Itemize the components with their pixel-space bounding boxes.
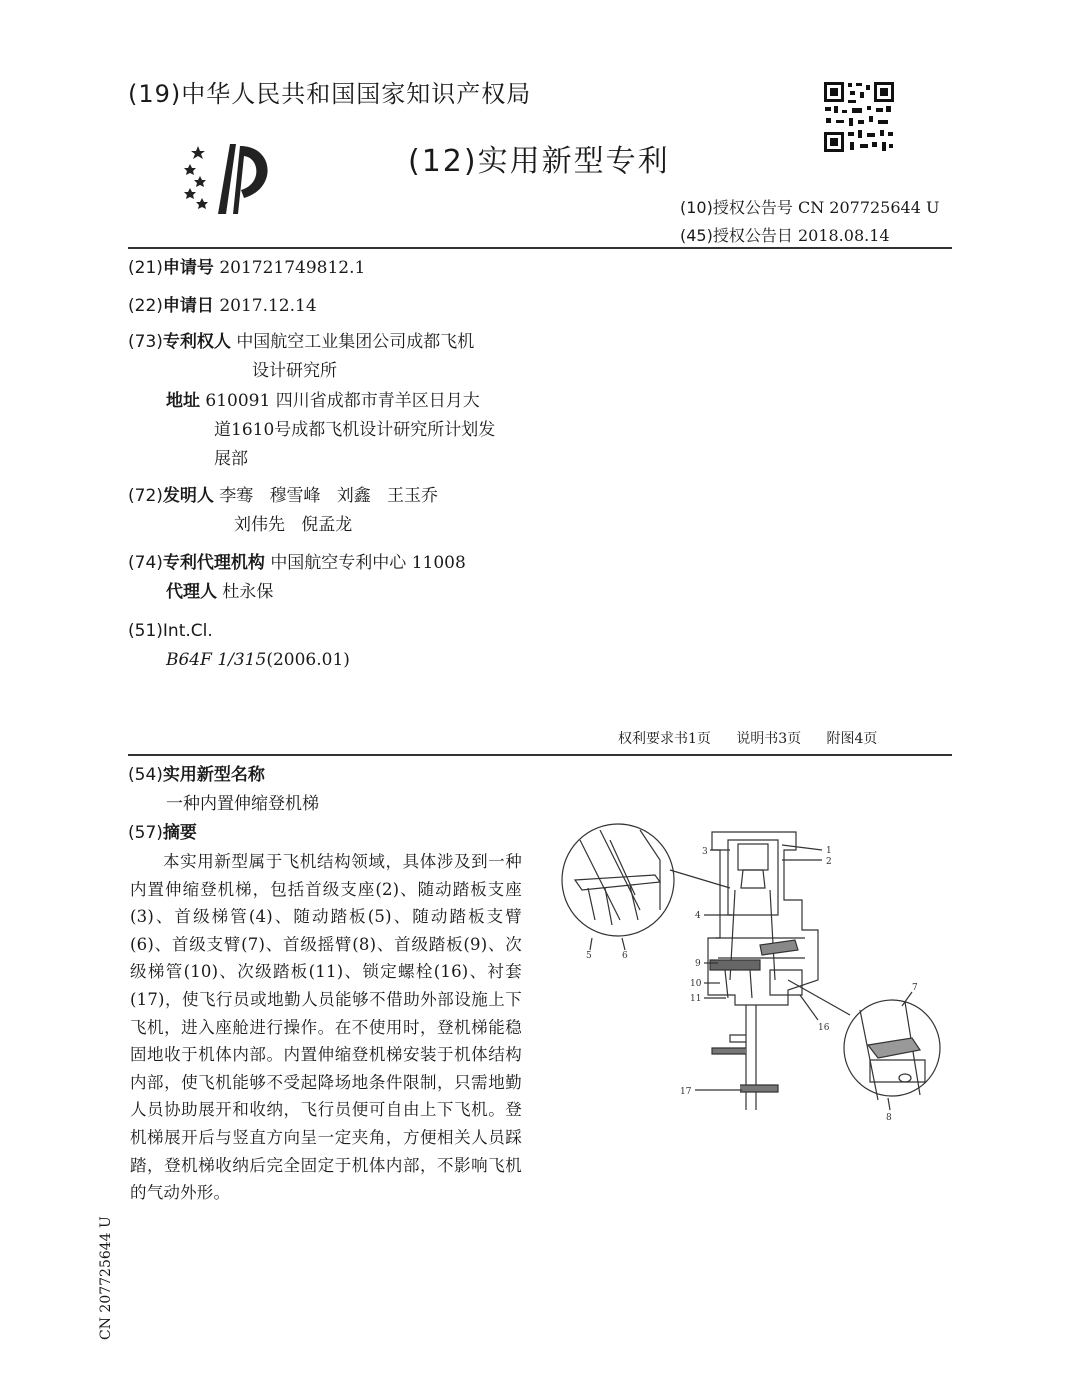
- figure-label-11: 11: [690, 994, 702, 1004]
- utility-model-title: 一种内置伸缩登机梯: [166, 794, 319, 814]
- publication-number: [680, 195, 939, 218]
- field-label: 实用新型名称: [162, 765, 265, 785]
- agent: [166, 578, 273, 607]
- figure-label-9: 9: [695, 959, 701, 969]
- publication-number-label: (10)授权公告号: [680, 198, 793, 217]
- figure-label-8: 8: [886, 1113, 892, 1123]
- cnipa-logo-icon: [178, 138, 278, 218]
- figure-label-3: 3: [702, 847, 708, 857]
- field-value: 610091 四川省成都市青羊区日月大: [205, 391, 480, 411]
- figure-label-17: 17: [680, 1087, 692, 1097]
- field-code: (21): [128, 258, 163, 278]
- field-value: 2017.12.14: [219, 296, 317, 316]
- figure-label-2: 2: [826, 857, 832, 867]
- field-code: (74): [128, 553, 163, 573]
- publication-date-value: 2018.08.14: [797, 226, 890, 245]
- abstract-text: 本实用新型属于飞机结构领域，具体涉及到一种内置伸缩登机梯，包括首级支座(2)、随动踏板支座(3)、首级梯管(4)、随动踏板(5)、随动踏板支臂(6)、首级支臂(7)、首级摇臂(8)、首级踏板(9)、次级梯管(10)、次级踏板(11)、锁定螺栓(16)、衬套(17)，使飞行员或地勤人员能够不借助外部设施上下飞机，进入座舱进行操作。在不使用时，登机梯能稳固地收于机体内部。内置伸缩登机梯安装于机体结构内部，使飞机能够不受起降场地条件限制，只需地勤人员协助展开和收纳，飞行员便可自由上下飞机。登机梯展开后与竖直方向呈一定夹角，方便相关人员踩踏，登机梯收纳后完全固定于机体内部，不影响飞机的气动外形。: [130, 852, 522, 1203]
- figure-label-4: 4: [695, 911, 701, 921]
- int-cl-value: [166, 646, 350, 675]
- address-line3: 展部: [214, 449, 248, 469]
- office-name: (19)中华人民共和国国家知识产权局: [128, 80, 532, 108]
- header-divider: [128, 247, 952, 249]
- utility-model-title-heading: [128, 761, 265, 790]
- publication-number-value: CN 207725644 U: [797, 198, 940, 217]
- figure-label-5: 5: [586, 951, 592, 961]
- field-label: 专利权人: [162, 332, 231, 352]
- field-label: 申请号: [162, 258, 214, 278]
- inventors-line2: 刘伟先 倪孟龙: [234, 515, 353, 535]
- field-label: 申请日: [162, 296, 214, 316]
- classification-code: B64F 1/315: [166, 650, 267, 670]
- address-line2: 道1610号成都飞机设计研究所计划发: [214, 420, 496, 440]
- patentee: [128, 328, 474, 357]
- address: [166, 387, 480, 416]
- field-value: 中国航空专利中心 11008: [270, 553, 466, 573]
- int-cl: [128, 617, 213, 646]
- field-code: (72): [128, 486, 163, 506]
- figure-label-10: 10: [690, 979, 702, 989]
- patent-type-title: (12)实用新型专利: [408, 144, 670, 179]
- classification-version: (2006.01): [266, 650, 350, 670]
- field-label: 摘要: [162, 823, 197, 843]
- field-value: 中国航空工业集团公司成都飞机: [236, 332, 475, 352]
- publication-date-label: (45)授权公告日: [680, 226, 793, 245]
- page-counts: 权利要求书1页 说明书3页 附图4页: [618, 731, 878, 747]
- field-value: 201721749812.1: [219, 258, 366, 278]
- field-code: (57): [128, 823, 163, 843]
- field-label: 代理人: [166, 582, 217, 602]
- field-code: (54): [128, 765, 163, 785]
- field-label: 地址: [166, 391, 200, 411]
- publication-date: [680, 223, 890, 246]
- side-publication-number: CN 207725644 U: [98, 1216, 114, 1340]
- figure-label-7: 7: [912, 983, 918, 993]
- field-value: 杜永保: [222, 582, 274, 602]
- field-label: Int.Cl.: [162, 621, 213, 641]
- inventors: [128, 482, 438, 511]
- application-date: [128, 292, 317, 321]
- field-code: (73): [128, 332, 163, 352]
- figure-label-16: 16: [818, 1023, 830, 1033]
- field-code: (51): [128, 621, 163, 641]
- figure-label-6: 6: [622, 951, 628, 961]
- agency: [128, 549, 466, 578]
- figure-label-1: 1: [826, 846, 832, 856]
- qr-code-icon: [822, 80, 896, 154]
- patentee-line2: 设计研究所: [252, 361, 337, 381]
- abstract-figure: [560, 820, 950, 1130]
- abstract-heading: [128, 819, 197, 848]
- field-code: (22): [128, 296, 163, 316]
- application-number: [128, 254, 365, 283]
- field-value: 李骞 穆雪峰 刘鑫 王玉乔: [219, 486, 438, 506]
- section-divider: [128, 754, 952, 756]
- field-label: 专利代理机构: [162, 553, 265, 573]
- field-label: 发明人: [162, 486, 214, 506]
